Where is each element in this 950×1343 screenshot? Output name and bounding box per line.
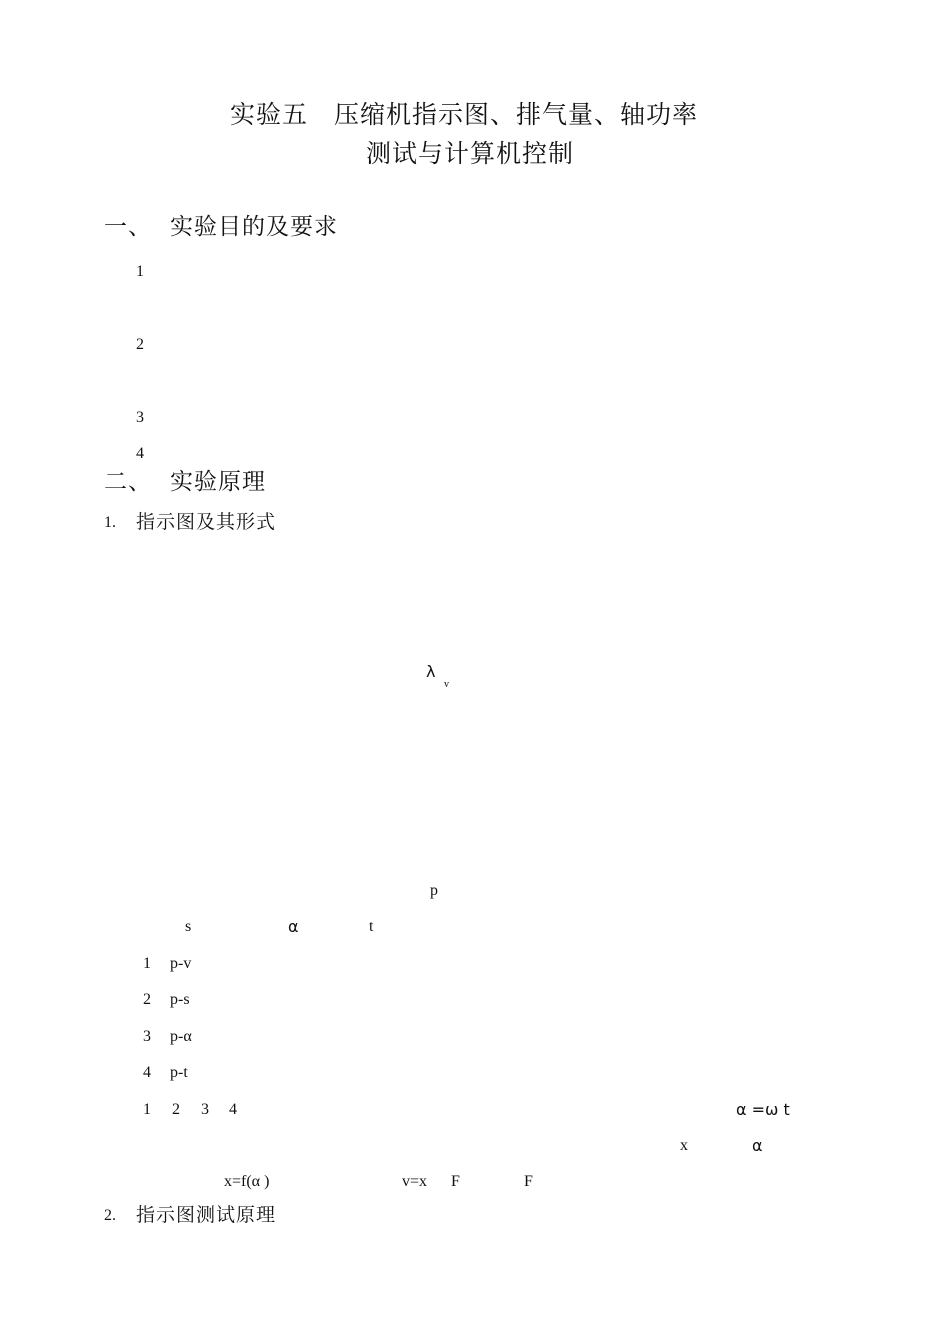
objective-1-number: 1	[136, 263, 144, 280]
para2-alpha: α	[288, 917, 299, 936]
section-2-heading: 实验原理	[170, 469, 266, 495]
form-2-name: p-s	[170, 991, 190, 1008]
section-1-marker: 一、	[104, 214, 152, 240]
subsection-1-number: 1.	[104, 514, 116, 531]
subsection-2-heading: 指示图测试原理	[136, 1204, 277, 1226]
para2-p: p	[430, 882, 438, 899]
para2-t: t	[369, 918, 374, 935]
lambda-symbol: λ	[426, 662, 436, 681]
para3-ref-3: 3	[201, 1101, 209, 1118]
objective-3-number: 3	[136, 409, 144, 426]
para3-ref-4: 4	[229, 1101, 237, 1118]
lambda-subscript: v	[444, 679, 449, 690]
form-2-number: 2	[143, 991, 151, 1008]
section-2-marker: 二、	[104, 469, 152, 495]
para3-x-formula: x=f(α )	[224, 1173, 270, 1190]
form-3-name: p-α	[170, 1028, 192, 1045]
para3-omega-formula: α =ω t	[736, 1100, 790, 1119]
subsection-1-heading: 指示图及其形式	[136, 511, 277, 533]
title-line-2: 测试与计算机控制	[366, 139, 575, 168]
para3-ref-2: 2	[172, 1101, 180, 1118]
objective-4-number: 4	[136, 445, 144, 462]
form-4-number: 4	[143, 1064, 151, 1081]
para3-ref-1: 1	[143, 1101, 151, 1118]
subsection-2-number: 2.	[104, 1207, 116, 1224]
para3-F-2: F	[524, 1173, 533, 1190]
title-line-1: 实验五 压缩机指示图、排气量、轴功率	[230, 100, 699, 129]
section-1-heading: 实验目的及要求	[170, 214, 338, 240]
para2-s: s	[185, 918, 192, 935]
para3-F-1: F	[451, 1173, 460, 1190]
objective-2-number: 2	[136, 336, 144, 353]
form-1-name: p-v	[170, 955, 192, 972]
para3-x: x	[680, 1137, 688, 1154]
para3-v-formula: v=x	[402, 1173, 428, 1190]
form-4-name: p-t	[170, 1064, 188, 1081]
form-3-number: 3	[143, 1028, 151, 1045]
form-1-number: 1	[143, 955, 151, 972]
para3-alpha: α	[752, 1136, 763, 1155]
